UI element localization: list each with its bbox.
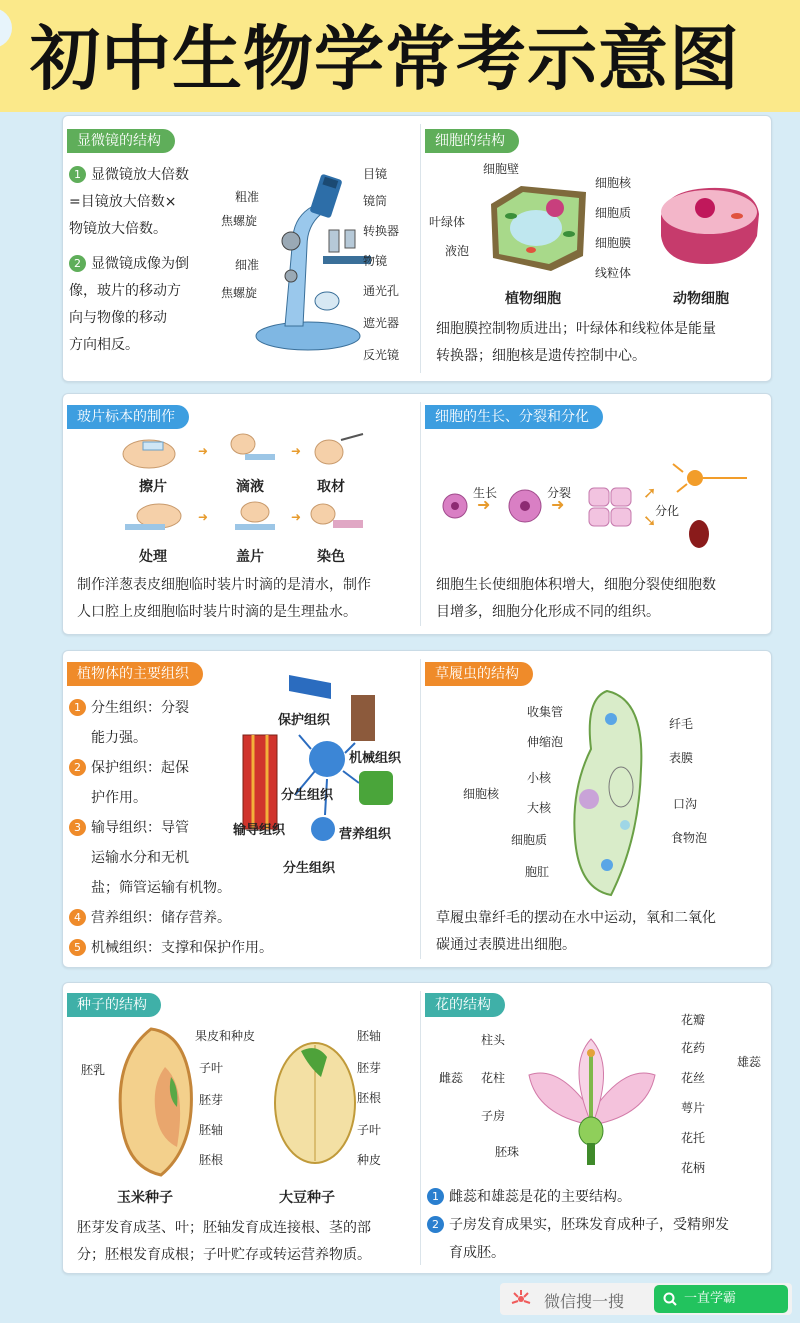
number-1-icon: 1 bbox=[69, 699, 86, 716]
row-slide-growth bbox=[62, 393, 772, 635]
tissue-item-4: 营养组织：储存营养。 bbox=[91, 910, 231, 926]
label-sepal: 萼片 bbox=[681, 1101, 706, 1115]
banner-corner bbox=[0, 8, 12, 48]
paramecium-illustration bbox=[567, 689, 649, 899]
paramecium-description bbox=[436, 905, 766, 959]
label-chloroplast: 叶绿体 bbox=[429, 215, 466, 229]
step-stain: 染色 bbox=[317, 549, 345, 565]
label-corn-hypocotyl: 胚轴 bbox=[199, 1123, 224, 1137]
tissue-item-5: 机械组织：支撑和保护作用。 bbox=[91, 940, 273, 956]
label-style: 花柱 bbox=[481, 1071, 506, 1085]
label-corn-plumule: 胚芽 bbox=[199, 1093, 224, 1107]
label-ovule: 胚珠 bbox=[495, 1145, 520, 1159]
number-2-icon: 2 bbox=[69, 759, 86, 776]
wechat-search-text: 微信搜一搜 bbox=[544, 1292, 625, 1311]
column-divider bbox=[420, 991, 421, 1265]
tag-microscope: 显微镜的结构 bbox=[67, 129, 175, 153]
tag-flower: 花的结构 bbox=[425, 993, 505, 1017]
label-mitochondria: 线粒体 bbox=[595, 266, 632, 280]
arrow-icon: ➜ bbox=[198, 444, 209, 458]
number-1-icon: 1 bbox=[427, 1188, 444, 1205]
label-aperture: 通光孔 bbox=[363, 284, 400, 298]
magnification-line-2: =目镜放大倍数× bbox=[69, 194, 177, 210]
tag-cell: 细胞的结构 bbox=[425, 129, 519, 153]
flower-description bbox=[427, 1183, 767, 1267]
label-vacuole: 液泡 bbox=[445, 244, 470, 258]
column-divider bbox=[420, 659, 421, 959]
paramecium-desc-line-2: 碳通过表膜进出细胞。 bbox=[436, 937, 576, 953]
tissue-item-2b: 护作用。 bbox=[91, 790, 147, 806]
number-4-icon: 4 bbox=[69, 909, 86, 926]
image-line-4: 方向相反。 bbox=[69, 337, 139, 353]
svg-text:➜: ➜ bbox=[477, 495, 491, 514]
label-anther: 花药 bbox=[681, 1041, 706, 1055]
label-pericarp-seedcoat: 果皮和种皮 bbox=[195, 1029, 256, 1043]
label-food-vacuole: 食物泡 bbox=[671, 831, 708, 845]
step-drop: 滴液 bbox=[236, 479, 264, 495]
animal-cell-illustration bbox=[655, 186, 763, 266]
slide-hand-5-icon bbox=[225, 498, 285, 538]
flower-point-1: 雌蕊和雄蕊是花的主要结构。 bbox=[449, 1189, 631, 1205]
label-petal: 花瓣 bbox=[681, 1013, 706, 1027]
step-wipe: 擦片 bbox=[139, 479, 167, 495]
label-corn-cotyledon: 子叶 bbox=[199, 1061, 224, 1075]
slide-desc-line-2: 人口腔上皮细胞临时装片时滴的是生理盐水。 bbox=[77, 604, 357, 620]
plant-cell-illustration bbox=[491, 186, 586, 271]
plant-cell-caption: 植物细胞 bbox=[505, 291, 561, 307]
slide-desc-line-1: 制作洋葱表皮细胞临时装片时滴的是清水，制作 bbox=[77, 577, 371, 593]
label-mirror: 反光镜 bbox=[363, 348, 400, 362]
label-flower-stalk: 花柄 bbox=[681, 1161, 706, 1175]
column-divider bbox=[420, 124, 421, 373]
tag-paramecium: 草履虫的结构 bbox=[425, 662, 533, 686]
slide-description bbox=[77, 572, 417, 626]
soybean-seed-illustration bbox=[271, 1037, 361, 1167]
row-seed-flower bbox=[62, 982, 772, 1274]
label-cytoproct: 胞肛 bbox=[525, 865, 550, 879]
label-corn-radicle: 胚根 bbox=[199, 1153, 224, 1167]
label-stamen: 雄蕊 bbox=[737, 1055, 762, 1069]
corn-seed-illustration bbox=[115, 1027, 195, 1177]
label-conductive-tissue: 输导组织 bbox=[233, 823, 286, 838]
label-micronucleus: 小核 bbox=[527, 771, 552, 785]
label-receptacle: 花托 bbox=[681, 1131, 706, 1145]
number-2-icon: 2 bbox=[427, 1216, 444, 1233]
seed-desc-line-1: 胚芽发育成茎、叶；胚轴发育成连接根、茎的部 bbox=[77, 1220, 371, 1236]
flower-point-2a: 子房发育成果实，胚珠发育成种子，受精卵发 bbox=[449, 1217, 729, 1233]
soybean-seed-caption: 大豆种子 bbox=[279, 1190, 335, 1206]
label-differentiate: 分化 bbox=[655, 504, 680, 518]
label-grow: 生长 bbox=[473, 486, 498, 500]
animal-cell-caption: 动物细胞 bbox=[673, 291, 729, 307]
label-bean-radicle: 胚根 bbox=[357, 1091, 382, 1105]
wechat-search-watermark bbox=[500, 1283, 792, 1315]
label-cytoplasm: 细胞质 bbox=[595, 206, 632, 220]
number-5-icon: 5 bbox=[69, 939, 86, 956]
tissue-item-1a: 分生组织：分裂 bbox=[91, 700, 189, 716]
image-line-2: 像，玻片的移动方 bbox=[69, 283, 181, 299]
wechat-search-logo-icon bbox=[510, 1289, 532, 1309]
account-name: 一直学霸 bbox=[684, 1291, 737, 1306]
label-eyepiece: 目镜 bbox=[363, 167, 388, 181]
label-bean-hypocotyl: 胚轴 bbox=[357, 1029, 382, 1043]
tissue-item-2a: 保护组织：起保 bbox=[91, 760, 189, 776]
tag-growth: 细胞的生长、分裂和分化 bbox=[425, 405, 603, 429]
cell-growth-illustration bbox=[437, 464, 757, 554]
page-title: 初中生物学常考示意图 bbox=[30, 18, 740, 100]
step-take: 取材 bbox=[317, 479, 345, 495]
corn-seed-caption: 玉米种子 bbox=[117, 1190, 173, 1206]
label-membrane: 细胞膜 bbox=[595, 236, 632, 250]
label-tube: 镜筒 bbox=[363, 194, 388, 208]
search-icon bbox=[663, 1292, 677, 1306]
label-nucleus: 细胞核 bbox=[595, 176, 632, 190]
flower-point-2b: 育成胚。 bbox=[449, 1245, 505, 1261]
seed-desc-line-2: 分；胚根发育成根；子叶贮存或转运营养物质。 bbox=[77, 1247, 371, 1263]
label-coarse-2: 焦螺旋 bbox=[221, 214, 258, 228]
arrow-icon: ➜ bbox=[198, 510, 209, 524]
label-meristem-1: 分生组织 bbox=[281, 788, 334, 803]
label-bean-plumule: 胚芽 bbox=[357, 1061, 382, 1075]
microscope-text bbox=[69, 162, 229, 359]
growth-desc-line-1: 细胞生长使细胞体积增大，细胞分裂使细胞数 bbox=[436, 577, 716, 593]
slide-hand-3-icon bbox=[307, 430, 367, 470]
step-process: 处理 bbox=[139, 549, 167, 565]
slide-hand-2-icon bbox=[225, 430, 285, 470]
label-converter: 转换器 bbox=[363, 224, 400, 238]
label-coarse-1: 粗准 bbox=[235, 190, 260, 204]
label-bean-cotyledon: 子叶 bbox=[357, 1123, 382, 1137]
growth-desc-line-2: 目增多，细胞分化形成不同的组织。 bbox=[436, 604, 660, 620]
magnification-line-3: 物镜放大倍数。 bbox=[69, 221, 167, 237]
paramecium-desc-line-1: 草履虫靠纤毛的摆动在水中运动，氧和二氧化 bbox=[436, 910, 716, 926]
label-cytoplasm: 细胞质 bbox=[511, 833, 548, 847]
label-divide: 分裂 bbox=[547, 486, 572, 500]
label-stigma: 柱头 bbox=[481, 1033, 506, 1047]
label-protective-tissue: 保护组织 bbox=[278, 713, 331, 728]
slide-hand-4-icon bbox=[119, 498, 185, 538]
number-1-icon: 1 bbox=[69, 166, 86, 183]
label-filament: 花丝 bbox=[681, 1071, 706, 1085]
column-divider bbox=[420, 402, 421, 626]
arrow-icon: ➜ bbox=[291, 444, 302, 458]
number-2-icon: 2 bbox=[69, 255, 86, 272]
growth-description bbox=[436, 572, 766, 626]
tag-slide: 玻片标本的制作 bbox=[67, 405, 189, 429]
arrow-icon: ➜ bbox=[291, 510, 302, 524]
cell-description bbox=[436, 316, 766, 370]
step-cover: 盖片 bbox=[236, 549, 264, 565]
label-pellicle: 表膜 bbox=[669, 751, 694, 765]
label-mechanical-tissue: 机械组织 bbox=[349, 751, 402, 766]
svg-text:➘: ➘ bbox=[643, 511, 657, 530]
account-search-pill[interactable] bbox=[654, 1285, 788, 1313]
slide-hand-6-icon bbox=[307, 498, 367, 538]
label-seed-coat: 种皮 bbox=[357, 1153, 382, 1167]
title-banner bbox=[0, 0, 800, 112]
label-cell-wall: 细胞壁 bbox=[483, 162, 520, 176]
label-macronucleus: 大核 bbox=[527, 801, 552, 815]
tag-tissue: 植物体的主要组织 bbox=[67, 662, 203, 686]
label-ovary: 子房 bbox=[481, 1109, 506, 1123]
tissue-item-3b: 运输水分和无机 bbox=[91, 850, 189, 866]
svg-text:➜: ➜ bbox=[551, 495, 565, 514]
number-3-icon: 3 bbox=[69, 819, 86, 836]
label-nutritive-tissue: 营养组织 bbox=[339, 827, 392, 842]
label-fine-1: 细准 bbox=[235, 258, 260, 272]
label-endosperm: 胚乳 bbox=[81, 1063, 106, 1077]
svg-text:➚: ➚ bbox=[643, 483, 657, 502]
tag-seed: 种子的结构 bbox=[67, 993, 161, 1017]
row-tissue-paramecium bbox=[62, 650, 772, 968]
tissue-item-1b: 能力强。 bbox=[91, 730, 147, 746]
label-objective: 物镜 bbox=[363, 254, 388, 268]
slide-hand-1-icon bbox=[119, 434, 179, 470]
label-fine-2: 焦螺旋 bbox=[221, 286, 258, 300]
label-oral-groove: 口沟 bbox=[673, 797, 698, 811]
label-contractile-vacuole: 伸缩泡 bbox=[527, 735, 564, 749]
tissue-item-3c: 盐；筛管运输有机物。 bbox=[91, 880, 231, 896]
label-cilia: 纤毛 bbox=[669, 717, 694, 731]
cell-desc-line-2: 转换器；细胞核是遗传控制中心。 bbox=[436, 348, 646, 364]
image-line-1: 显微镜成像为倒 bbox=[91, 256, 189, 272]
seed-description bbox=[77, 1215, 417, 1269]
magnification-line-1: 显微镜放大倍数 bbox=[91, 167, 189, 183]
flower-illustration bbox=[527, 1035, 657, 1165]
label-nucleus: 细胞核 bbox=[463, 787, 500, 801]
label-pistil: 雌蕊 bbox=[439, 1071, 464, 1085]
label-collecting-canal: 收集管 bbox=[527, 705, 564, 719]
label-meristem-2: 分生组织 bbox=[283, 861, 336, 876]
microscope-illustration bbox=[263, 176, 373, 361]
label-diaphragm: 遮光器 bbox=[363, 316, 400, 330]
image-line-3: 向与物像的移动 bbox=[69, 310, 167, 326]
cell-desc-line-1: 细胞膜控制物质进出；叶绿体和线粒体是能量 bbox=[436, 321, 716, 337]
tissue-item-3a: 输导组织：导管 bbox=[91, 820, 189, 836]
row-microscope-cell bbox=[62, 115, 772, 382]
